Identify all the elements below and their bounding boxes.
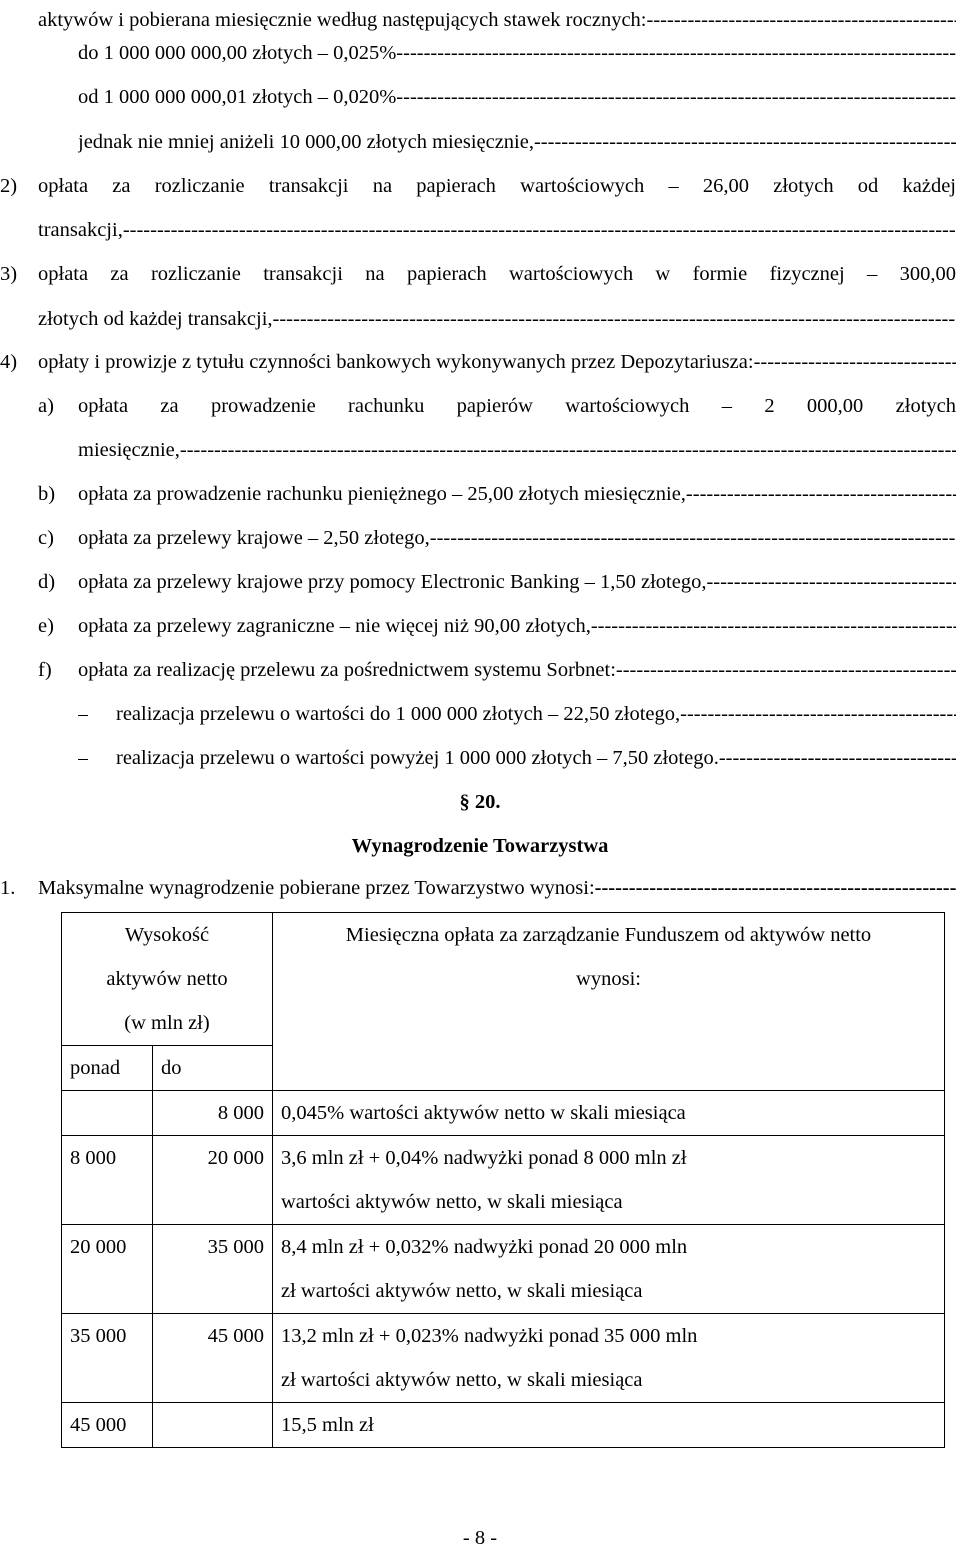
rate-line-2: od 1 000 000 000,01 złotych – 0,020% ----- [78, 77, 956, 117]
rate-line-1: do 1 000 000 000,00 złotych – 0,025% ----- [78, 33, 956, 73]
item-e-text: opłata za przelewy zagraniczne – nie więcej niż 90,00 złotych, ----- [78, 606, 956, 646]
cell-to: 35 000 [153, 1225, 273, 1314]
item-3-number: 3) [0, 263, 18, 285]
item-b-letter: b) [38, 483, 56, 505]
item-e-letter: e) [38, 615, 54, 637]
item-a-continued: miesięcznie, ----- [78, 430, 956, 470]
item-c-text: opłata za przelewy krajowe – 2,50 złotego, ----- [78, 518, 956, 558]
sorbnet-item-2: realizacja przelewu o wartości powyżej 1 000 000 złotych – 7,50 złotego. ----- [116, 738, 956, 778]
fee-header: Miesięczna opłata za zarządzanie Funduszem od aktywów netto wynosi: [273, 913, 945, 1091]
to-header: do [153, 1046, 273, 1091]
item-3-text: opłata za rozliczanie transakcji na papierach wartościowych w formie fizycznej – 300,00 [38, 263, 956, 285]
item-2-number: 2) [0, 175, 18, 197]
item-a-text: opłata za prowadzenie rachunku papierów wartościowych – 2 000,00 złotych [78, 395, 956, 417]
item-f-letter: f) [38, 659, 52, 681]
minimum-line: jednak nie mniej aniżeli 10 000,00 złotych miesięcznie, ----- [78, 122, 956, 162]
cell-fee: 3,6 mln zł + 0,04% nadwyżki ponad 8 000 mln zł wartości aktywów netto, w skali miesiąca [273, 1136, 945, 1225]
table-row [62, 1314, 945, 1403]
item-d-letter: d) [38, 571, 56, 593]
cell-fee: 8,4 mln zł + 0,032% nadwyżki ponad 20 000 mln zł wartości aktywów netto, w skali miesiąca [273, 1225, 945, 1314]
point-1-text: Maksymalne wynagrodzenie pobierane przez Towarzystwo wynosi: ----- [38, 868, 956, 908]
cell-over: 8 000 [62, 1136, 153, 1225]
item-4-number: 4) [0, 351, 18, 373]
section-number: § 20. [459, 791, 501, 813]
cell-to: 45 000 [153, 1314, 273, 1403]
point-1-number: 1. [0, 877, 16, 899]
table-row [62, 1091, 945, 1136]
section-title: Wynagrodzenie Towarzystwa [351, 835, 609, 857]
item-c-letter: c) [38, 527, 54, 549]
cell-over: 35 000 [62, 1314, 153, 1403]
table-row [62, 1225, 945, 1314]
item-f-text: opłata za realizację przelewu za pośrednictwem systemu Sorbnet: ----- [78, 650, 956, 690]
item-3-continued: złotych od każdej transakcji, ----- [38, 299, 956, 339]
over-header: ponad [62, 1046, 153, 1091]
cell-to: 8 000 [153, 1091, 273, 1136]
table-row [62, 1136, 945, 1225]
cell-over: 20 000 [62, 1225, 153, 1314]
cell-fee: 15,5 mln zł [273, 1403, 945, 1448]
text-line-1: aktywów i pobierana miesięcznie według następujących stawek rocznych: ----- [38, 0, 956, 40]
cell-over [62, 1091, 153, 1136]
table-header-row [62, 913, 945, 1046]
cell-to [153, 1403, 273, 1448]
item-b-text: opłata za prowadzenie rachunku pieniężnego – 25,00 złotych miesięcznie, ----- [78, 474, 956, 514]
item-4-text: opłaty i prowizje z tytułu czynności bankowych wykonywanych przez Depozytariusza: ----- [38, 342, 956, 382]
cell-to: 20 000 [153, 1136, 273, 1225]
item-2-text: opłata za rozliczanie transakcji na papierach wartościowych – 26,00 złotych od każdej [38, 175, 956, 197]
item-2-continued: transakcji, ----- [38, 210, 956, 250]
cell-fee: 0,045% wartości aktywów netto w skali miesiąca [273, 1091, 945, 1136]
fee-table [61, 912, 945, 1448]
sorbnet-item-1: realizacja przelewu o wartości do 1 000 000 złotych – 22,50 złotego, ----- [116, 694, 956, 734]
cell-over: 45 000 [62, 1403, 153, 1448]
page-number: - 8 - [462, 1527, 498, 1549]
sorbnet-dash-1: – [78, 703, 89, 725]
item-d-text: opłata za przelewy krajowe przy pomocy Electronic Banking – 1,50 złotego, ----- [78, 562, 956, 602]
item-a-letter: a) [38, 395, 54, 417]
assets-header: Wysokość aktywów netto (w mln zł) [62, 913, 273, 1046]
table-row [62, 1403, 945, 1448]
cell-fee: 13,2 mln zł + 0,023% nadwyżki ponad 35 000 mln zł wartości aktywów netto, w skali miesiąca [273, 1314, 945, 1403]
sorbnet-dash-2: – [78, 747, 89, 769]
